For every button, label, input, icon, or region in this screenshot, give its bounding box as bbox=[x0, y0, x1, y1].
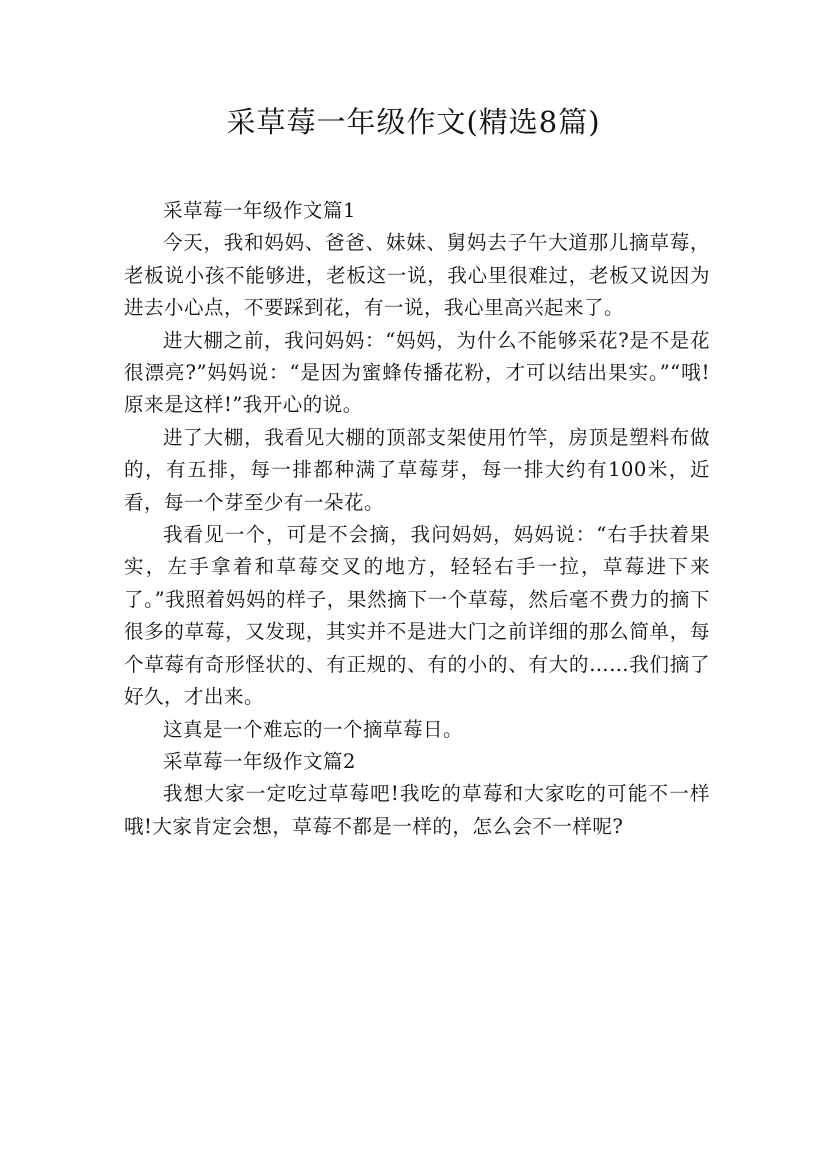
paragraph: 我看见一个，可是不会摘，我问妈妈，妈妈说：“右手扶着果实，左手拿着和草莓交叉的地方，轻轻右手一拉，草莓进下来了。”我照着妈妈的样子，果然摘下一个草莓，然后毫不费力的摘下很多的草莓，又发现，其实并不是进大门之前详细的那么简单，每个草莓有奇形怪状的、有正规的、有的小的、有大的……我们摘了好久，才出来。 bbox=[124, 523, 710, 709]
section-heading-2: 采草莓一年级作文篇2 bbox=[163, 749, 356, 773]
document-body bbox=[124, 195, 710, 843]
paragraph: 这真是一个难忘的一个摘草莓日。 bbox=[163, 717, 464, 741]
paragraph: 进大棚之前，我问妈妈：“妈妈，为什么不能够采花?是不是花很漂亮?”妈妈说：“是因为蜜蜂传播花粉，才可以结出果实。”“哦!原来是这样!”我开心的说。 bbox=[124, 328, 710, 417]
document-title: 采草莓一年级作文(精选8篇) bbox=[226, 105, 601, 139]
paragraph: 进了大棚，我看见大棚的顶部支架使用竹竿，房顶是塑料布做的，有五排，每一排都种满了草莓芽，每一排大约有100米，近看，每一个芽至少有一朵花。 bbox=[124, 425, 710, 514]
paragraph: 我想大家一定吃过草莓吧!我吃的草莓和大家吃的可能不一样哦!大家肯定会想，草莓不都是一样的，怎么会不一样呢? bbox=[124, 782, 710, 838]
section-heading-1: 采草莓一年级作文篇1 bbox=[163, 199, 356, 222]
paragraph: 今天，我和妈妈、爸爸、妹妹、舅妈去子午大道那儿摘草莓，老板说小孩不能够进，老板这一说，我心里很难过，老板又说因为进去小心点，不要踩到花，有一说，我心里高兴起来了。 bbox=[124, 231, 710, 320]
